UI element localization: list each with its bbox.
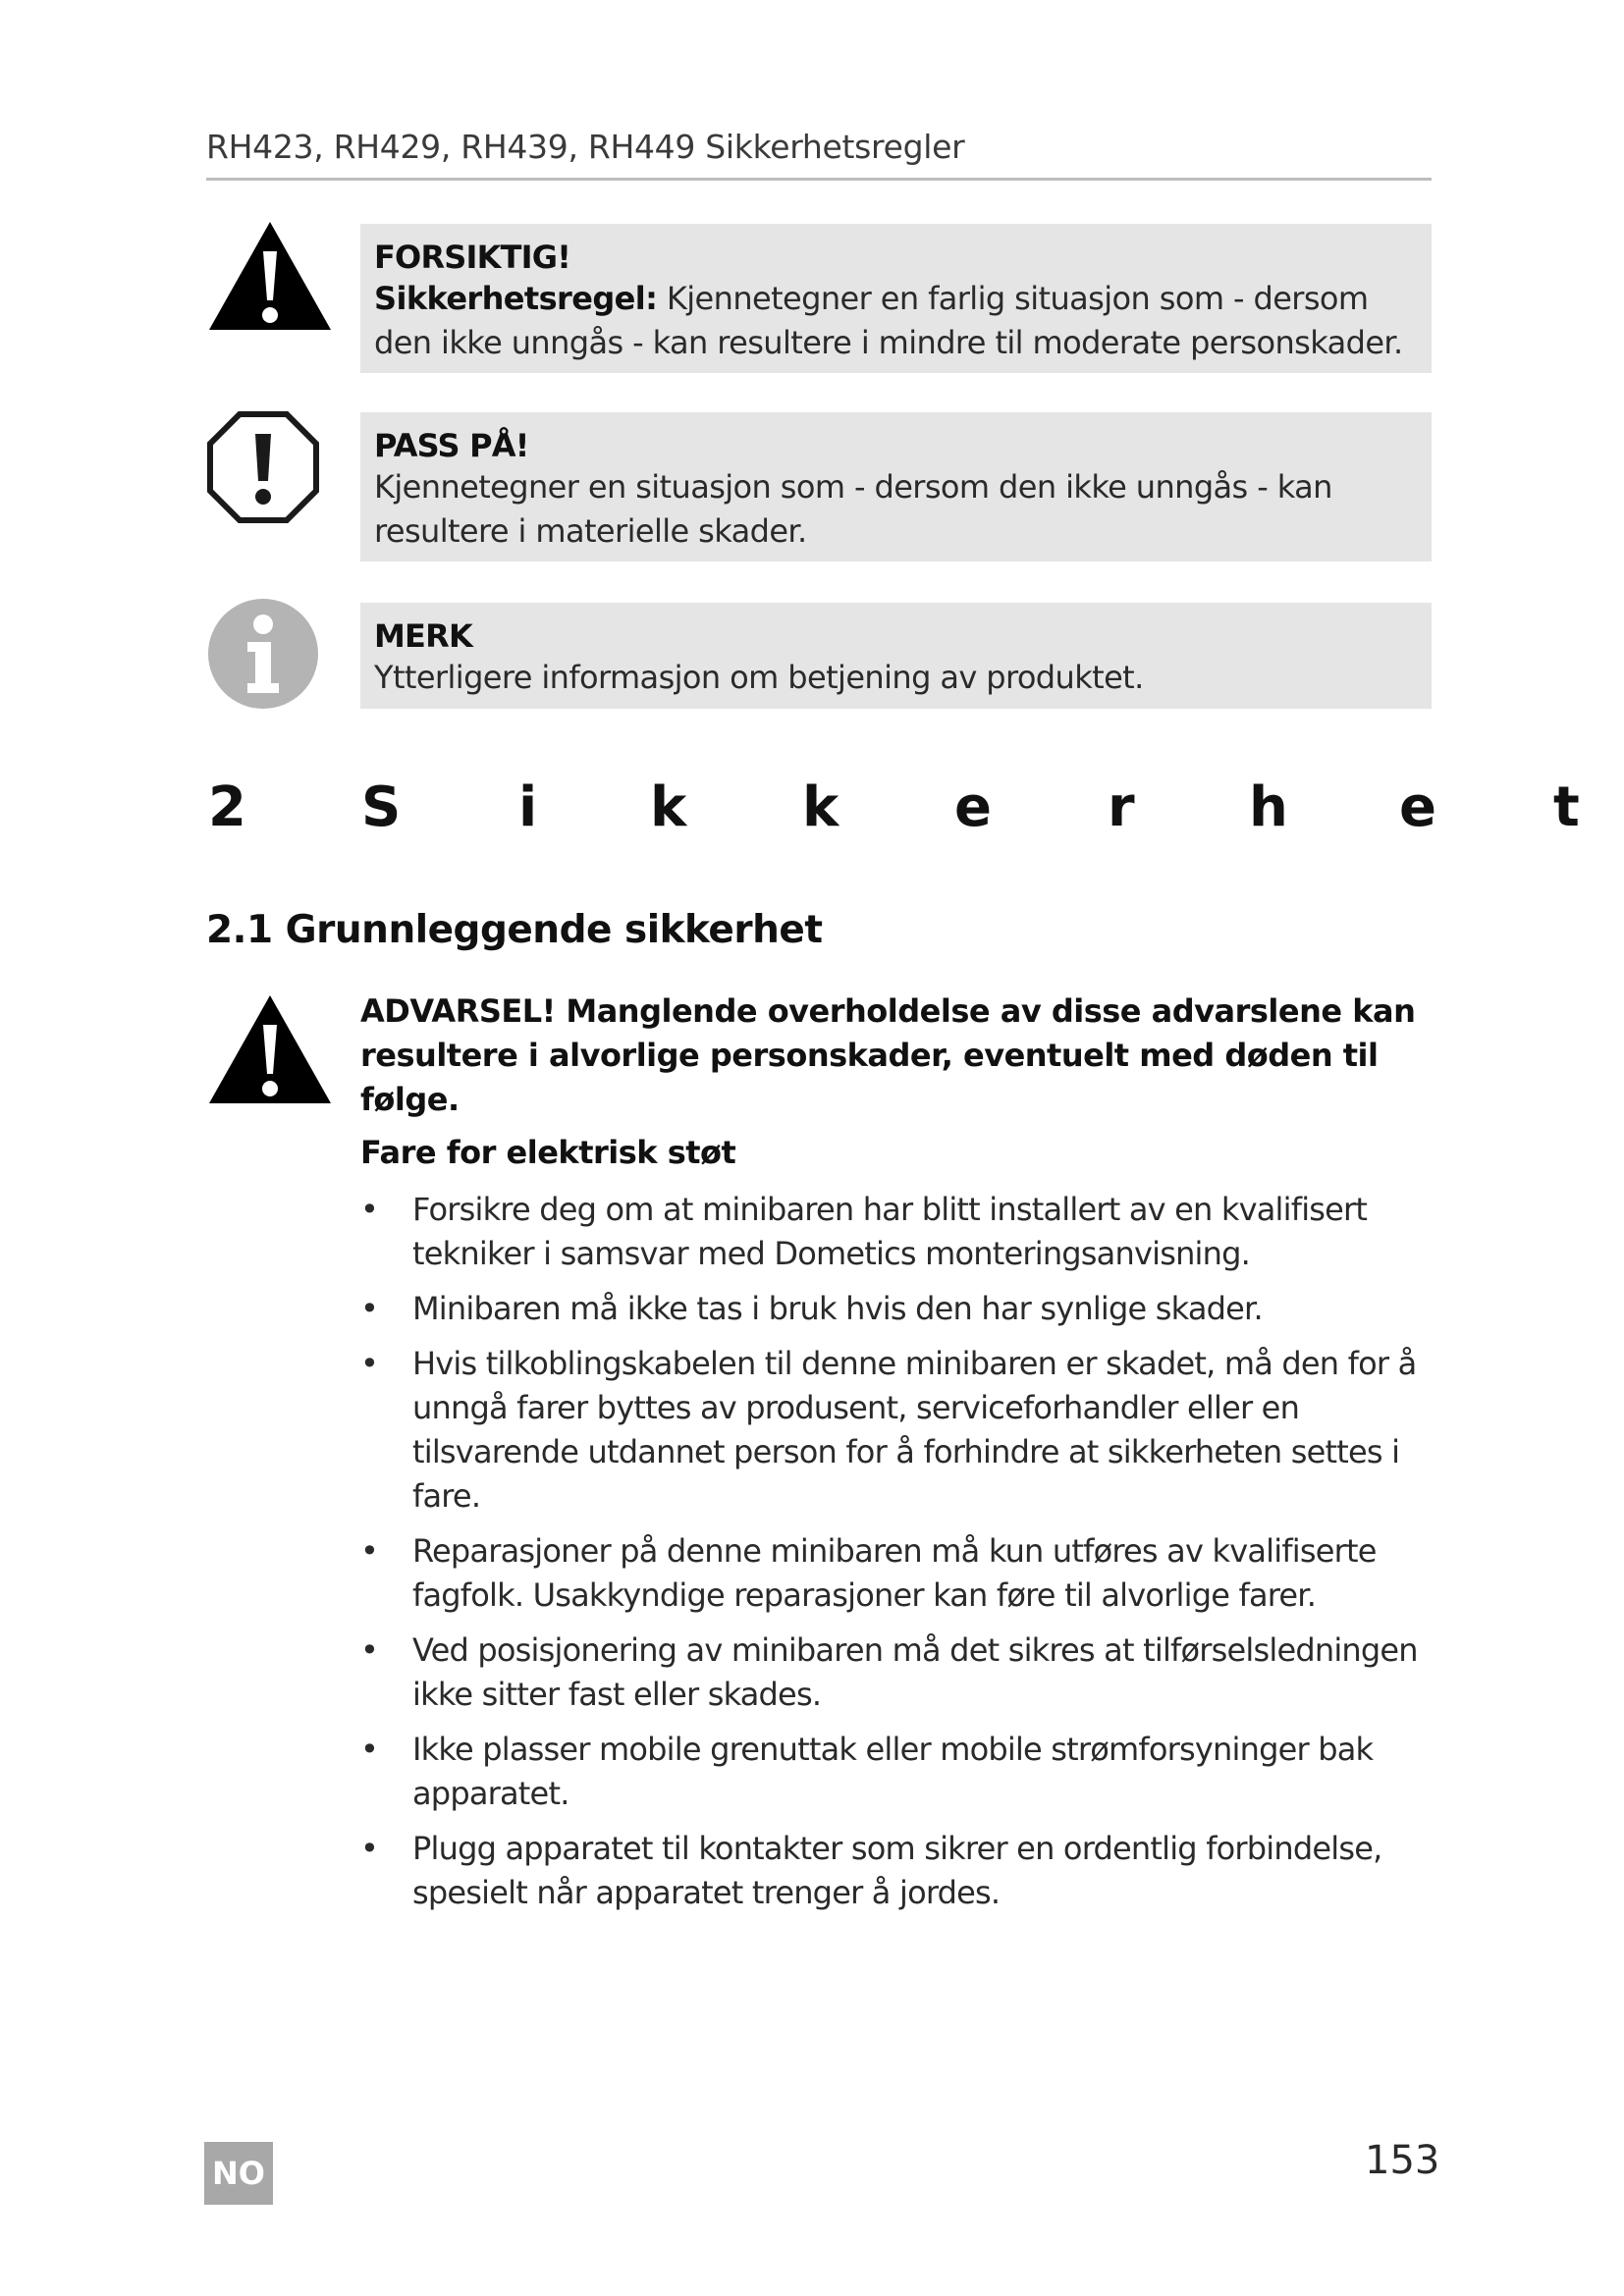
hazard-subheading: Fare for elektrisk støt (360, 1134, 736, 1171)
list-item-text: Minibaren må ikke tas i bruk hvis den har synlige skader. (412, 1290, 1263, 1327)
chapter-heading (206, 775, 1620, 854)
list-item-text: Ved posisjonering av minibaren må det sikres at tilførselsledningen ikke sitter fast eller skades. (412, 1631, 1418, 1713)
info-icon (206, 597, 320, 715)
language-tab: NO (204, 2142, 273, 2205)
chapter-letter: t (1553, 775, 1580, 839)
header-divider (206, 178, 1432, 181)
section-title: 2.1 Grunnleggende sikkerhet (206, 908, 823, 952)
bullet-icon: • (360, 1191, 379, 1228)
bullet-icon: • (360, 1830, 379, 1867)
bullet-icon: • (360, 1290, 379, 1327)
note-body: Ytterligere informasjon om betjening av produktet. (374, 659, 1144, 696)
list-item-text: Hvis tilkoblingskabelen til denne minibaren er skadet, må den for å unngå farer byttes av produsent, serviceforhandler eller en tilsvarende utdannet person for å forhindre at sikkerheten settes i fare. (412, 1345, 1417, 1515)
list-item (360, 1342, 1440, 1519)
note-body-text: Kjennetegner en farlig situasjon som - dersom den ikke unngås - kan resultere i mindre til moderate personskader. (374, 280, 1403, 361)
list-item (360, 1529, 1440, 1618)
list-item-text: Ikke plasser mobile grenuttak eller mobile strømforsyninger bak apparatet. (412, 1731, 1374, 1812)
caution-note (360, 224, 1432, 373)
bullet-icon: • (360, 1631, 379, 1669)
list-item (360, 1728, 1440, 1816)
list-item-text: Forsikre deg om at minibaren har blitt installert av en kvalifisert tekniker i samsvar med Dometics monteringsanvisning. (412, 1191, 1368, 1272)
chapter-number: 2 (208, 775, 246, 839)
note-body: Kjennetegner en situasjon som - dersom den ikke unngås - kan resultere i materielle skader. (374, 468, 1332, 550)
chapter-letter: e (954, 775, 992, 839)
list-item (360, 1827, 1440, 1915)
list-item (360, 1629, 1440, 1717)
info-note (360, 603, 1432, 709)
notice-note (360, 412, 1432, 561)
list-item-text: Reparasjoner på denne minibaren må kun utføres av kvalifiserte fagfolk. Usakkyndige reparasjoner kan føre til alvorlige farer. (412, 1532, 1377, 1614)
bullet-icon: • (360, 1532, 379, 1570)
safety-bullet-list (360, 1188, 1440, 1926)
bullet-icon: • (360, 1345, 379, 1382)
warning-triangle-icon (206, 218, 334, 338)
page-number: 153 (1365, 2138, 1440, 2183)
warning-triangle-icon (206, 991, 334, 1111)
bullet-icon: • (360, 1731, 379, 1768)
note-title: PASS PÅ! (374, 427, 529, 464)
note-body-bold: Sikkerhetsregel: (374, 280, 658, 317)
chapter-letter: e (1399, 775, 1436, 839)
chapter-letter: i (518, 775, 538, 839)
chapter-letter: k (802, 775, 839, 839)
note-title: MERK (374, 617, 472, 655)
note-title: FORSIKTIG! (374, 239, 571, 276)
list-item (360, 1188, 1440, 1276)
list-item-text: Plugg apparatet til kontakter som sikrer en ordentlig forbindelse, spesielt når apparatet trenger å jordes. (412, 1830, 1382, 1911)
octagon-exclamation-icon (206, 410, 320, 528)
chapter-letter: k (650, 775, 687, 839)
running-header: RH423, RH429, RH439, RH449 Sikkerhetsregler (206, 128, 965, 166)
note-body (374, 277, 1416, 365)
warning-text: ADVARSEL! Manglende overholdelse av disse advarslene kan resultere i alvorlige personskader, eventuelt med døden til følge. (360, 992, 1416, 1118)
chapter-letter: r (1108, 775, 1135, 839)
list-item (360, 1287, 1440, 1331)
chapter-letter: S (361, 775, 402, 839)
chapter-letter: h (1249, 775, 1288, 839)
